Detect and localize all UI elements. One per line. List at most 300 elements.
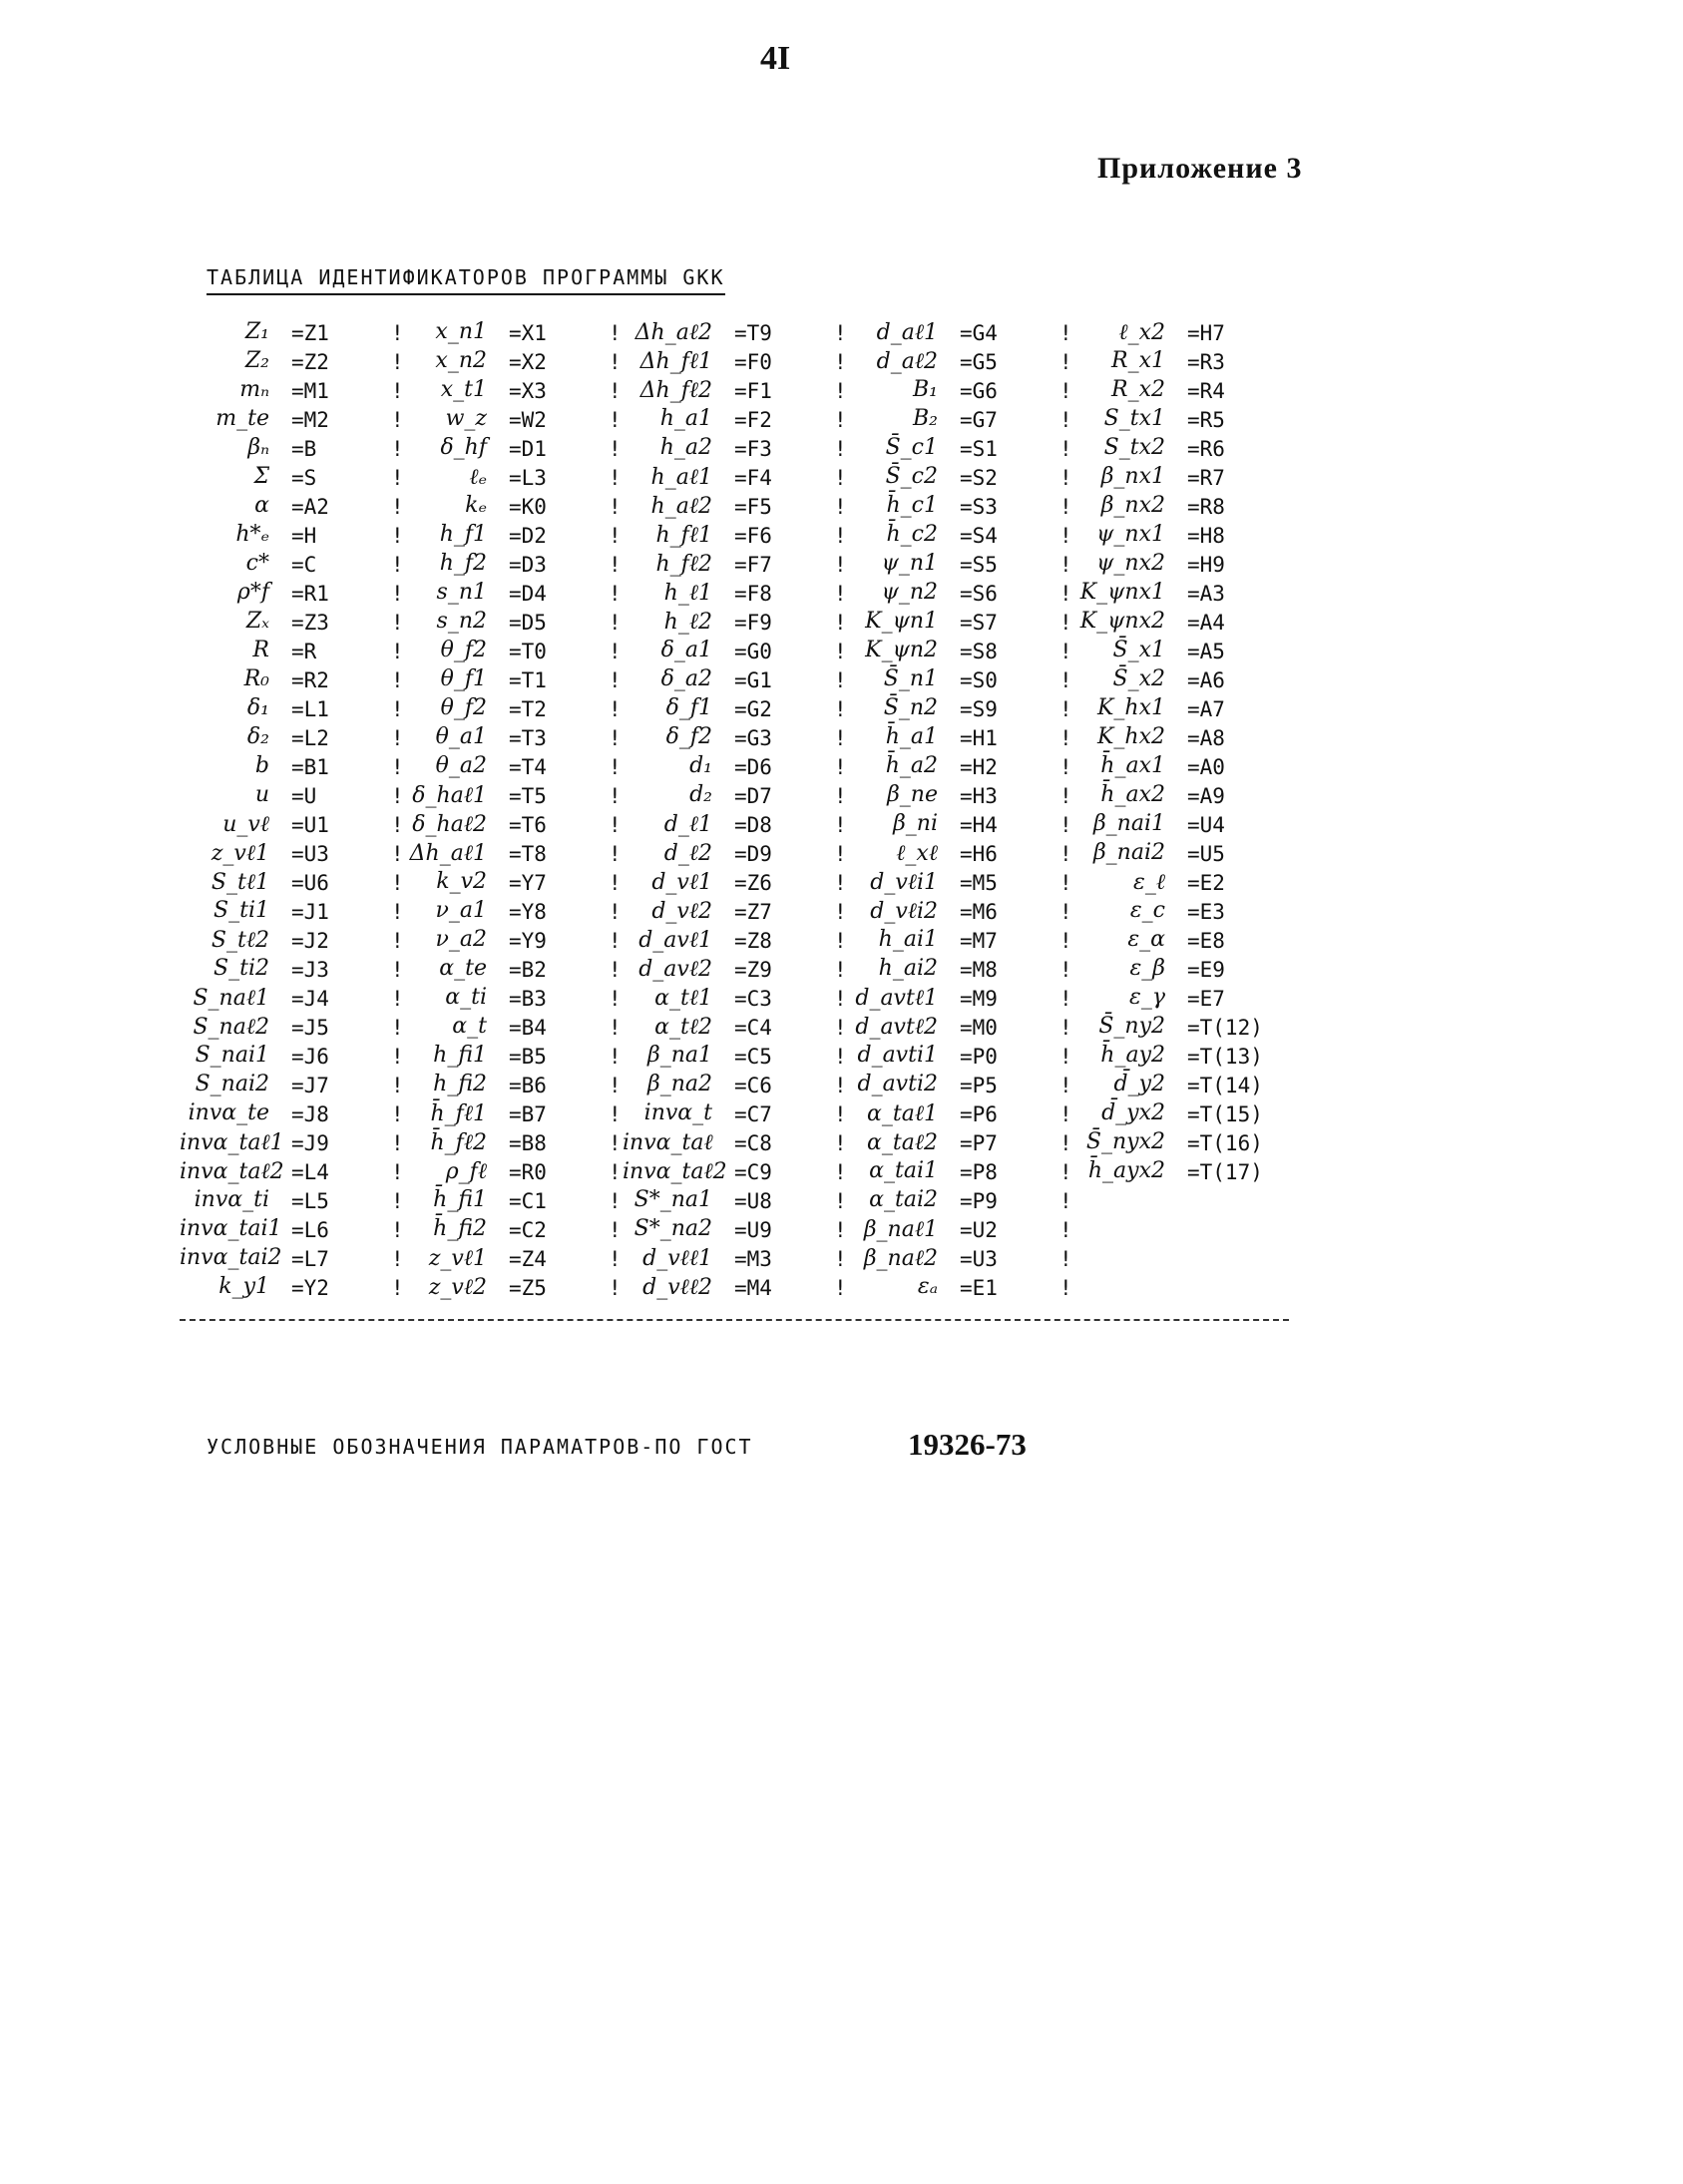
column-separator: ! bbox=[1059, 321, 1072, 345]
parameter-symbol: S_naℓ2 bbox=[193, 1015, 269, 1040]
identifier-code: =H1 bbox=[960, 726, 998, 750]
parameter-symbol: h̄_c2 bbox=[886, 522, 938, 547]
identifier-code: =E9 bbox=[1187, 958, 1225, 982]
column-separator: ! bbox=[609, 1074, 622, 1097]
identifier-code: =S3 bbox=[960, 495, 998, 519]
parameter-symbol: Δh_fℓ1 bbox=[639, 349, 712, 374]
identifier-code: =G3 bbox=[734, 726, 772, 750]
column-separator: ! bbox=[609, 640, 622, 663]
column-separator: ! bbox=[609, 1131, 622, 1155]
column-separator: ! bbox=[609, 1218, 622, 1242]
parameter-symbol: θ_a1 bbox=[435, 724, 487, 749]
parameter-symbol: S̄_x1 bbox=[1112, 638, 1165, 662]
column-separator: ! bbox=[609, 900, 622, 924]
parameter-symbol: δ_haℓ1 bbox=[412, 783, 487, 808]
parameter-symbol: ε_β bbox=[1129, 956, 1165, 981]
parameter-symbol: α_tai1 bbox=[869, 1158, 938, 1183]
identifier-code: =P6 bbox=[960, 1102, 998, 1126]
identifier-code: =G2 bbox=[734, 697, 772, 721]
page-number: 4I bbox=[760, 40, 791, 77]
column-separator: ! bbox=[834, 929, 847, 953]
parameter-symbol: β_ni bbox=[893, 811, 938, 836]
column-separator: ! bbox=[391, 1016, 404, 1040]
table-title: ТАБЛИЦА ИДЕНТИФИКАТОРОВ ПРОГРАММЫ GKK bbox=[207, 265, 725, 295]
column-separator: ! bbox=[834, 466, 847, 490]
parameter-symbol: β_na1 bbox=[646, 1043, 712, 1068]
column-separator: ! bbox=[1059, 726, 1072, 750]
identifier-code: =B3 bbox=[509, 987, 547, 1011]
column-separator: ! bbox=[391, 640, 404, 663]
column-separator: ! bbox=[834, 871, 847, 895]
identifier-code: =R6 bbox=[1187, 437, 1225, 461]
identifier-code: =U4 bbox=[1187, 813, 1225, 837]
parameter-symbol: β_nx2 bbox=[1100, 493, 1165, 518]
parameter-symbol: Σ bbox=[253, 464, 269, 489]
parameter-symbol: invα_t bbox=[643, 1100, 712, 1125]
column-separator: ! bbox=[609, 611, 622, 635]
column-separator: ! bbox=[391, 582, 404, 606]
column-separator: ! bbox=[609, 553, 622, 577]
identifier-code: =F7 bbox=[734, 553, 772, 577]
identifier-code: =T4 bbox=[509, 755, 547, 779]
parameter-symbol: ρ_fℓ bbox=[445, 1159, 487, 1184]
column-separator: ! bbox=[1059, 813, 1072, 837]
identifier-code: =J1 bbox=[291, 900, 329, 924]
parameter-symbol: d_vℓ2 bbox=[651, 899, 712, 924]
identifier-code: =F4 bbox=[734, 466, 772, 490]
column-separator: ! bbox=[609, 958, 622, 982]
identifier-code: =G5 bbox=[960, 350, 998, 374]
identifier-code: =T9 bbox=[734, 321, 772, 345]
identifier-code: =T(16) bbox=[1187, 1131, 1263, 1155]
parameter-symbol: d_aℓ1 bbox=[876, 320, 938, 345]
identifier-code: =S7 bbox=[960, 611, 998, 635]
identifier-code: =H9 bbox=[1187, 553, 1225, 577]
parameter-symbol: h_fℓ1 bbox=[655, 523, 712, 548]
identifier-code: =L6 bbox=[291, 1218, 329, 1242]
identifier-code: =Z6 bbox=[734, 871, 772, 895]
parameter-symbol: ℓ_xℓ bbox=[896, 841, 938, 866]
parameter-symbol: invα_taℓ1 bbox=[180, 1130, 284, 1155]
parameter-symbol: d₁ bbox=[689, 753, 712, 778]
identifier-code: =A3 bbox=[1187, 582, 1225, 606]
column-separator: ! bbox=[391, 524, 404, 548]
identifier-code: =M8 bbox=[960, 958, 998, 982]
column-separator: ! bbox=[1059, 1160, 1072, 1184]
parameter-symbol: invα_te bbox=[188, 1100, 269, 1125]
parameter-symbol: d_avℓ1 bbox=[638, 928, 712, 953]
identifier-code: =M5 bbox=[960, 871, 998, 895]
parameter-symbol: h_fℓ2 bbox=[655, 552, 712, 577]
identifier-code: =P9 bbox=[960, 1189, 998, 1213]
column-separator: ! bbox=[834, 321, 847, 345]
column-separator: ! bbox=[391, 842, 404, 866]
identifier-code: =A7 bbox=[1187, 697, 1225, 721]
identifier-code: =L3 bbox=[509, 466, 547, 490]
column-separator: ! bbox=[609, 408, 622, 432]
parameter-symbol: Z₂ bbox=[244, 348, 269, 373]
identifier-code: =F6 bbox=[734, 524, 772, 548]
parameter-symbol: δ_haℓ2 bbox=[412, 812, 487, 837]
identifier-code: =B5 bbox=[509, 1045, 547, 1069]
identifier-code: =T6 bbox=[509, 813, 547, 837]
parameter-symbol: R₀ bbox=[243, 666, 269, 691]
parameter-symbol: ψ_nx1 bbox=[1096, 522, 1165, 547]
identifier-code: =A4 bbox=[1187, 611, 1225, 635]
identifier-code: =G7 bbox=[960, 408, 998, 432]
identifier-code: =H bbox=[291, 524, 317, 548]
parameter-symbol: α_tℓ2 bbox=[654, 1015, 712, 1040]
parameter-symbol: d_ℓ2 bbox=[663, 841, 712, 866]
identifier-code: =R2 bbox=[291, 668, 329, 692]
column-separator: ! bbox=[609, 437, 622, 461]
parameter-symbol: m_te bbox=[215, 406, 269, 431]
column-separator: ! bbox=[609, 1247, 622, 1271]
identifier-code: =A6 bbox=[1187, 668, 1225, 692]
column-separator: ! bbox=[1059, 871, 1072, 895]
parameter-symbol: S_tℓ2 bbox=[210, 928, 269, 953]
column-separator: ! bbox=[391, 987, 404, 1011]
identifier-code: =T(17) bbox=[1187, 1160, 1263, 1184]
parameter-symbol: ψ_n1 bbox=[881, 551, 938, 576]
parameter-symbol: α_tℓ1 bbox=[654, 986, 712, 1011]
parameter-symbol: Δh_aℓ2 bbox=[634, 320, 712, 345]
column-separator: ! bbox=[609, 1045, 622, 1069]
identifier-code: =T(13) bbox=[1187, 1045, 1263, 1069]
identifier-code: =C1 bbox=[509, 1189, 547, 1213]
parameter-symbol: S_tx2 bbox=[1103, 435, 1165, 460]
identifier-code: =C bbox=[291, 553, 317, 577]
parameter-symbol: θ_f2 bbox=[440, 695, 487, 720]
parameter-symbol: d_vℓi2 bbox=[870, 899, 938, 924]
parameter-symbol: d̄_y2 bbox=[1113, 1072, 1165, 1096]
column-separator: ! bbox=[1059, 466, 1072, 490]
parameter-symbol: ℓₑ bbox=[469, 465, 487, 490]
identifier-code: =R3 bbox=[1187, 350, 1225, 374]
column-separator: ! bbox=[834, 408, 847, 432]
parameter-symbol: h̄_ayx2 bbox=[1087, 1158, 1165, 1183]
identifier-code: =D3 bbox=[509, 553, 547, 577]
column-separator: ! bbox=[391, 929, 404, 953]
parameter-symbol: εₐ bbox=[917, 1274, 938, 1299]
parameter-symbol: α_te bbox=[439, 956, 487, 981]
column-separator: ! bbox=[1059, 1276, 1072, 1300]
identifier-code: =A8 bbox=[1187, 726, 1225, 750]
identifier-code: =T(14) bbox=[1187, 1074, 1263, 1097]
identifier-code: =A5 bbox=[1187, 640, 1225, 663]
identifier-code: =D1 bbox=[509, 437, 547, 461]
identifier-code: =L5 bbox=[291, 1189, 329, 1213]
column-separator: ! bbox=[834, 697, 847, 721]
column-separator: ! bbox=[1059, 1045, 1072, 1069]
identifier-code: =F1 bbox=[734, 379, 772, 403]
identifier-code: =T(15) bbox=[1187, 1102, 1263, 1126]
column-separator: ! bbox=[391, 1131, 404, 1155]
parameter-symbol: w_z bbox=[445, 406, 487, 431]
parameter-symbol: β_ne bbox=[887, 782, 938, 807]
identifier-code: =F9 bbox=[734, 611, 772, 635]
identifier-code: =F5 bbox=[734, 495, 772, 519]
parameter-symbol: R_x2 bbox=[1111, 377, 1165, 402]
identifier-code: =C8 bbox=[734, 1131, 772, 1155]
parameter-symbol: b bbox=[254, 753, 269, 778]
identifier-code: =Z8 bbox=[734, 929, 772, 953]
parameter-symbol: S̄_n2 bbox=[883, 695, 938, 720]
identifier-code: =Z4 bbox=[509, 1247, 547, 1271]
identifier-code: =J7 bbox=[291, 1074, 329, 1097]
parameter-symbol: d_avtℓ1 bbox=[855, 986, 938, 1011]
identifier-code: =C7 bbox=[734, 1102, 772, 1126]
column-separator: ! bbox=[1059, 379, 1072, 403]
identifier-code: =R bbox=[291, 640, 317, 663]
parameter-symbol: h_aℓ1 bbox=[650, 465, 712, 490]
parameter-symbol: d_vℓi1 bbox=[870, 870, 938, 895]
parameter-symbol: ε_γ bbox=[1129, 985, 1165, 1010]
parameter-symbol: S_tx1 bbox=[1103, 406, 1165, 431]
identifier-code: =R8 bbox=[1187, 495, 1225, 519]
identifier-code: =X2 bbox=[509, 350, 547, 374]
parameter-symbol: S*_na1 bbox=[633, 1187, 712, 1212]
identifier-code: =G6 bbox=[960, 379, 998, 403]
identifier-code: =D8 bbox=[734, 813, 772, 837]
parameter-symbol: h̄_ax1 bbox=[1100, 753, 1165, 778]
column-separator: ! bbox=[1059, 755, 1072, 779]
column-separator: ! bbox=[609, 350, 622, 374]
column-separator: ! bbox=[1059, 1218, 1072, 1242]
parameter-symbol: S̄_ny2 bbox=[1098, 1014, 1165, 1039]
identifier-code: =H4 bbox=[960, 813, 998, 837]
column-separator: ! bbox=[609, 726, 622, 750]
parameter-symbol: δ_a1 bbox=[660, 638, 712, 662]
identifier-code: =X3 bbox=[509, 379, 547, 403]
column-separator: ! bbox=[609, 321, 622, 345]
identifier-code: =D5 bbox=[509, 611, 547, 635]
column-separator: ! bbox=[1059, 668, 1072, 692]
identifier-code: =A2 bbox=[291, 495, 329, 519]
identifier-code: =R4 bbox=[1187, 379, 1225, 403]
parameter-symbol: mₙ bbox=[239, 377, 269, 402]
parameter-symbol: h_aℓ2 bbox=[650, 494, 712, 519]
column-separator: ! bbox=[1059, 987, 1072, 1011]
identifier-code: =M9 bbox=[960, 987, 998, 1011]
parameter-symbol: α_taℓ2 bbox=[867, 1130, 938, 1155]
column-separator: ! bbox=[1059, 697, 1072, 721]
identifier-code: =D6 bbox=[734, 755, 772, 779]
parameter-symbol: β_nx1 bbox=[1100, 464, 1165, 489]
column-separator: ! bbox=[391, 350, 404, 374]
column-separator: ! bbox=[1059, 1189, 1072, 1213]
identifier-code: =F8 bbox=[734, 582, 772, 606]
identifier-code: =T3 bbox=[509, 726, 547, 750]
parameter-symbol: h̄_fℓ2 bbox=[430, 1130, 487, 1155]
column-separator: ! bbox=[834, 1016, 847, 1040]
parameter-symbol: h_a2 bbox=[659, 435, 712, 460]
identifier-code: =J3 bbox=[291, 958, 329, 982]
identifier-code: =U5 bbox=[1187, 842, 1225, 866]
identifier-code: =Z3 bbox=[291, 611, 329, 635]
parameter-symbol: K_ψnx2 bbox=[1079, 609, 1165, 634]
identifier-code: =A9 bbox=[1187, 784, 1225, 808]
identifier-code: =S4 bbox=[960, 524, 998, 548]
column-separator: ! bbox=[391, 1247, 404, 1271]
identifier-code: =U2 bbox=[960, 1218, 998, 1242]
parameter-symbol: S_ti1 bbox=[213, 898, 269, 923]
parameter-symbol: invα_ti bbox=[194, 1187, 269, 1212]
parameter-symbol: S*_na2 bbox=[633, 1216, 712, 1241]
parameter-symbol: S̄_c2 bbox=[885, 464, 938, 489]
column-separator: ! bbox=[391, 1218, 404, 1242]
identifier-code: =Y9 bbox=[509, 929, 547, 953]
identifier-code: =S9 bbox=[960, 697, 998, 721]
column-separator: ! bbox=[609, 842, 622, 866]
identifier-code: =Y7 bbox=[509, 871, 547, 895]
identifier-code: =U3 bbox=[960, 1247, 998, 1271]
column-separator: ! bbox=[391, 697, 404, 721]
identifier-code: =M4 bbox=[734, 1276, 772, 1300]
parameter-symbol: h̄_a1 bbox=[885, 724, 938, 749]
parameter-symbol: β_na2 bbox=[646, 1072, 712, 1096]
column-separator: ! bbox=[391, 321, 404, 345]
identifier-code: =J9 bbox=[291, 1131, 329, 1155]
column-separator: ! bbox=[1059, 1016, 1072, 1040]
parameter-symbol: θ_f1 bbox=[440, 666, 487, 691]
identifier-code: =L2 bbox=[291, 726, 329, 750]
identifier-code: =P0 bbox=[960, 1045, 998, 1069]
identifier-code: =C4 bbox=[734, 1016, 772, 1040]
identifier-code: =H8 bbox=[1187, 524, 1225, 548]
parameter-symbol: δ_f1 bbox=[665, 695, 712, 720]
parameter-symbol: d_ℓ1 bbox=[663, 812, 712, 837]
column-separator: ! bbox=[1059, 1102, 1072, 1126]
parameter-symbol: k_y1 bbox=[218, 1274, 269, 1299]
column-separator: ! bbox=[609, 582, 622, 606]
identifier-code: =D4 bbox=[509, 582, 547, 606]
parameter-symbol: z_vℓ1 bbox=[210, 841, 269, 866]
column-separator: ! bbox=[391, 871, 404, 895]
parameter-symbol: K_ψn2 bbox=[865, 638, 938, 662]
parameter-symbol: β_nai2 bbox=[1092, 840, 1165, 865]
identifier-code: =E1 bbox=[960, 1276, 998, 1300]
parameter-symbol: βₙ bbox=[247, 435, 269, 460]
column-separator: ! bbox=[609, 1189, 622, 1213]
parameter-symbol: h_f1 bbox=[439, 522, 487, 547]
parameter-symbol: ε_α bbox=[1127, 927, 1165, 952]
gost-number: 19326-73 bbox=[908, 1427, 1027, 1462]
parameter-symbol: K_hx1 bbox=[1096, 695, 1165, 720]
identifier-code: =D2 bbox=[509, 524, 547, 548]
parameter-symbol: α_t bbox=[452, 1014, 487, 1039]
column-separator: ! bbox=[1059, 495, 1072, 519]
parameter-symbol: β_nai1 bbox=[1092, 811, 1165, 836]
identifier-code: =C9 bbox=[734, 1160, 772, 1184]
parameter-symbol: invα_tai2 bbox=[180, 1245, 282, 1270]
parameter-symbol: h̄_ay2 bbox=[1100, 1043, 1165, 1068]
column-separator: ! bbox=[609, 668, 622, 692]
column-separator: ! bbox=[1059, 900, 1072, 924]
identifier-code: =F0 bbox=[734, 350, 772, 374]
column-separator: ! bbox=[391, 1160, 404, 1184]
column-separator: ! bbox=[1059, 350, 1072, 374]
identifier-code: =E2 bbox=[1187, 871, 1225, 895]
identifier-code: =B4 bbox=[509, 1016, 547, 1040]
identifier-code: =T8 bbox=[509, 842, 547, 866]
parameter-symbol: h̄_fℓ1 bbox=[430, 1101, 487, 1126]
parameter-symbol: α_ti bbox=[445, 985, 487, 1010]
parameter-symbol: θ_f2 bbox=[440, 638, 487, 662]
identifier-code: =A0 bbox=[1187, 755, 1225, 779]
parameter-symbol: R_x1 bbox=[1111, 348, 1165, 373]
parameter-symbol: B₁ bbox=[913, 377, 938, 402]
identifier-code: =U bbox=[291, 784, 317, 808]
parameter-symbol: ε_c bbox=[1129, 898, 1165, 923]
identifier-code: =T5 bbox=[509, 784, 547, 808]
column-separator: ! bbox=[834, 437, 847, 461]
identifier-code: =T1 bbox=[509, 668, 547, 692]
column-separator: ! bbox=[1059, 929, 1072, 953]
parameter-symbol: β_naℓ2 bbox=[863, 1246, 938, 1271]
identifier-code: =S5 bbox=[960, 553, 998, 577]
column-separator: ! bbox=[834, 755, 847, 779]
column-separator: ! bbox=[1059, 1131, 1072, 1155]
column-separator: ! bbox=[609, 929, 622, 953]
identifier-code: =U3 bbox=[291, 842, 329, 866]
identifier-code: =F2 bbox=[734, 408, 772, 432]
identifier-code: =Z9 bbox=[734, 958, 772, 982]
column-separator: ! bbox=[834, 900, 847, 924]
column-separator: ! bbox=[391, 437, 404, 461]
identifier-code: =H7 bbox=[1187, 321, 1225, 345]
identifier-code: =B6 bbox=[509, 1074, 547, 1097]
identifier-code: =P8 bbox=[960, 1160, 998, 1184]
parameter-symbol: ε_ℓ bbox=[1133, 870, 1165, 895]
parameter-symbol: ν_a2 bbox=[435, 927, 487, 952]
column-separator: ! bbox=[609, 495, 622, 519]
parameter-symbol: invα_taℓ2 bbox=[623, 1159, 727, 1184]
parameter-symbol: S_nai2 bbox=[195, 1072, 269, 1096]
identifier-code: =X1 bbox=[509, 321, 547, 345]
identifier-code: =S2 bbox=[960, 466, 998, 490]
parameter-symbol: h̄_ax2 bbox=[1100, 782, 1165, 807]
parameter-symbol: ψ_n2 bbox=[881, 580, 938, 605]
column-separator: ! bbox=[609, 697, 622, 721]
identifier-code: =D9 bbox=[734, 842, 772, 866]
column-separator: ! bbox=[609, 524, 622, 548]
column-separator: ! bbox=[391, 755, 404, 779]
identifier-code: =Z5 bbox=[509, 1276, 547, 1300]
parameter-symbol: d̄_yx2 bbox=[1101, 1100, 1165, 1125]
parameter-symbol: δ_f2 bbox=[665, 724, 712, 749]
parameter-symbol: h_fi2 bbox=[433, 1072, 487, 1096]
parameter-symbol: Z₁ bbox=[244, 319, 269, 344]
parameter-symbol: h_ℓ1 bbox=[663, 581, 712, 606]
parameter-symbol: h̄_fi2 bbox=[433, 1216, 487, 1241]
column-separator: ! bbox=[391, 611, 404, 635]
parameter-symbol: α_taℓ1 bbox=[867, 1101, 938, 1126]
identifier-code: =U6 bbox=[291, 871, 329, 895]
parameter-symbol: h̄_c1 bbox=[886, 493, 938, 518]
identifier-code: =R1 bbox=[291, 582, 329, 606]
identifier-code: =S0 bbox=[960, 668, 998, 692]
identifier-code: =M6 bbox=[960, 900, 998, 924]
identifier-code: =L7 bbox=[291, 1247, 329, 1271]
parameter-symbol: d_vℓℓ2 bbox=[642, 1275, 712, 1300]
column-separator: ! bbox=[391, 1074, 404, 1097]
parameter-symbol: h_ℓ2 bbox=[663, 610, 712, 635]
parameter-symbol: h̄_fi1 bbox=[433, 1187, 487, 1212]
parameter-symbol: δ₂ bbox=[246, 724, 269, 749]
identifier-code: =K0 bbox=[509, 495, 547, 519]
column-separator: ! bbox=[834, 611, 847, 635]
